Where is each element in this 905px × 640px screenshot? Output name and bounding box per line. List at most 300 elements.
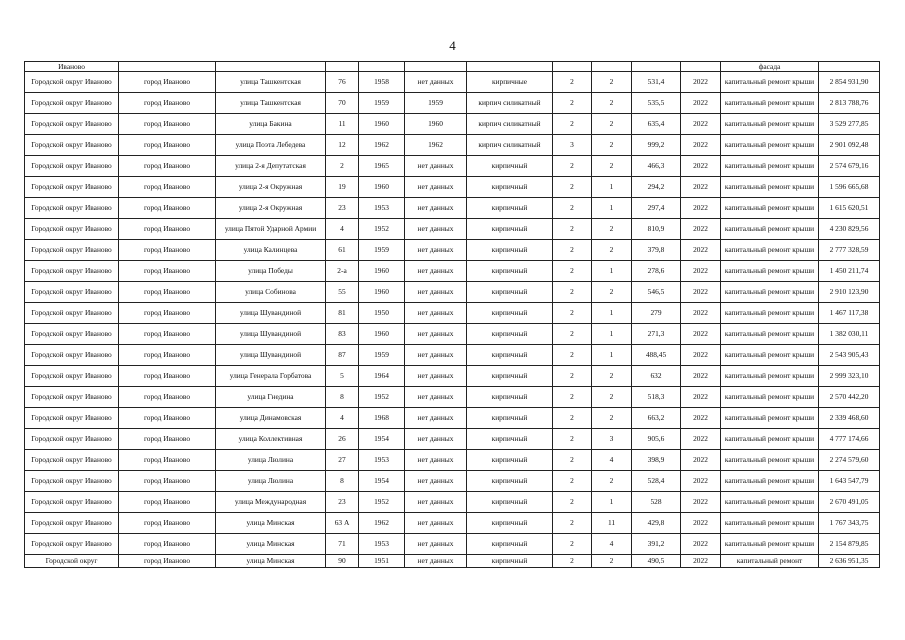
wall-material-cell: кирпич силикатный — [467, 114, 553, 135]
table-row — [25, 303, 880, 324]
build-year-cell: 1951 — [359, 555, 405, 568]
year-cell: 2022 — [681, 303, 721, 324]
entrances-cell: 4 — [592, 450, 632, 471]
year-cell: 2022 — [681, 534, 721, 555]
cost-cell: 1 596 665,68 — [819, 177, 880, 198]
street-cell: улица 2-я Окружная — [216, 177, 326, 198]
table-row — [25, 93, 880, 114]
cost-cell: 3 529 277,85 — [819, 114, 880, 135]
house-number-cell: 2 — [326, 156, 359, 177]
entrances-cell: 11 — [592, 513, 632, 534]
municipality-cell: Городской округ Иваново — [25, 219, 119, 240]
housing-registry-table — [24, 61, 880, 568]
year-cell: 2022 — [681, 135, 721, 156]
year-cell: 2022 — [681, 198, 721, 219]
privatization-year-cell: нет данных — [405, 156, 467, 177]
wall-material-cell: кирпичный — [467, 156, 553, 177]
street-cell: улица Победы — [216, 261, 326, 282]
house-number-cell: 76 — [326, 72, 359, 93]
settlement-cell: город Иваново — [119, 261, 216, 282]
settlement-cell: город Иваново — [119, 324, 216, 345]
cost-cell: 1 467 117,38 — [819, 303, 880, 324]
table-row — [25, 114, 880, 135]
floors-cell: 2 — [553, 492, 592, 513]
work-type-cell: капитальный ремонт крыши — [721, 282, 819, 303]
build-year-cell: 1953 — [359, 534, 405, 555]
work-type-cell: фасада — [721, 62, 819, 72]
entrances-cell: 2 — [592, 387, 632, 408]
build-year-cell: 1954 — [359, 429, 405, 450]
settlement-cell: город Иваново — [119, 303, 216, 324]
wall-material-cell: кирпичный — [467, 471, 553, 492]
build-year-cell: 1960 — [359, 261, 405, 282]
municipality-cell: Городской округ Иваново — [25, 408, 119, 429]
table-row — [25, 240, 880, 261]
entrances-cell: 2 — [592, 72, 632, 93]
cost-cell: 2 274 579,60 — [819, 450, 880, 471]
table-row — [25, 471, 880, 492]
municipality-cell: Городской округ Иваново — [25, 513, 119, 534]
privatization-year-cell: нет данных — [405, 429, 467, 450]
area-cell: 391,2 — [632, 534, 681, 555]
empty-cell — [216, 62, 326, 72]
year-cell: 2022 — [681, 240, 721, 261]
year-cell: 2022 — [681, 93, 721, 114]
house-number-cell: 26 — [326, 429, 359, 450]
street-cell: улица Динамовская — [216, 408, 326, 429]
area-cell: 271,3 — [632, 324, 681, 345]
municipality-cell: Городской округ Иваново — [25, 387, 119, 408]
empty-cell — [405, 62, 467, 72]
area-cell: 635,4 — [632, 114, 681, 135]
street-cell: улица 2-я Окружная — [216, 198, 326, 219]
municipality-cell: Городской округ Иваново — [25, 471, 119, 492]
wall-material-cell: кирпичный — [467, 303, 553, 324]
work-type-cell: капитальный ремонт крыши — [721, 135, 819, 156]
entrances-cell: 2 — [592, 408, 632, 429]
table-row — [25, 555, 880, 568]
house-number-cell: 4 — [326, 219, 359, 240]
cost-cell: 4 777 174,66 — [819, 429, 880, 450]
wall-material-cell: кирпичные — [467, 72, 553, 93]
house-number-cell: 23 — [326, 492, 359, 513]
area-cell: 488,45 — [632, 345, 681, 366]
street-cell: улица Шувандиной — [216, 345, 326, 366]
cost-cell: 2 910 123,90 — [819, 282, 880, 303]
settlement-cell: город Иваново — [119, 282, 216, 303]
year-cell: 2022 — [681, 366, 721, 387]
street-cell: улица Международная — [216, 492, 326, 513]
build-year-cell: 1962 — [359, 513, 405, 534]
wall-material-cell: кирпичный — [467, 555, 553, 568]
work-type-cell: капитальный ремонт крыши — [721, 408, 819, 429]
floors-cell: 2 — [553, 219, 592, 240]
cost-cell: 1 450 211,74 — [819, 261, 880, 282]
year-cell: 2022 — [681, 450, 721, 471]
entrances-cell: 1 — [592, 261, 632, 282]
floors-cell: 2 — [553, 534, 592, 555]
settlement-cell: город Иваново — [119, 408, 216, 429]
build-year-cell: 1950 — [359, 303, 405, 324]
entrances-cell: 2 — [592, 471, 632, 492]
municipality-cell: Городской округ Иваново — [25, 429, 119, 450]
wall-material-cell: кирпичный — [467, 408, 553, 429]
table-row — [25, 324, 880, 345]
work-type-cell: капитальный ремонт крыши — [721, 345, 819, 366]
table-row — [25, 513, 880, 534]
municipality-cell: Городской округ Иваново — [25, 366, 119, 387]
area-cell: 810,9 — [632, 219, 681, 240]
table-row — [25, 534, 880, 555]
cost-cell: 1 615 620,51 — [819, 198, 880, 219]
settlement-cell: город Иваново — [119, 198, 216, 219]
build-year-cell: 1952 — [359, 492, 405, 513]
floors-cell: 2 — [553, 408, 592, 429]
empty-cell — [553, 62, 592, 72]
municipality-cell: Городской округ Иваново — [25, 93, 119, 114]
build-year-cell: 1965 — [359, 156, 405, 177]
house-number-cell: 19 — [326, 177, 359, 198]
area-cell: 490,5 — [632, 555, 681, 568]
wall-material-cell: кирпичный — [467, 492, 553, 513]
cost-cell: 2 574 679,16 — [819, 156, 880, 177]
area-cell: 466,3 — [632, 156, 681, 177]
wall-material-cell: кирпичный — [467, 513, 553, 534]
privatization-year-cell: нет данных — [405, 282, 467, 303]
wall-material-cell: кирпичный — [467, 282, 553, 303]
settlement-cell: город Иваново — [119, 429, 216, 450]
year-cell: 2022 — [681, 387, 721, 408]
table-row — [25, 72, 880, 93]
floors-cell: 2 — [553, 366, 592, 387]
empty-cell — [819, 62, 880, 72]
street-cell: улица Люлина — [216, 471, 326, 492]
settlement-cell: город Иваново — [119, 513, 216, 534]
area-cell: 632 — [632, 366, 681, 387]
year-cell: 2022 — [681, 492, 721, 513]
cost-cell: 2 670 491,05 — [819, 492, 880, 513]
house-number-cell: 90 — [326, 555, 359, 568]
area-cell: 294,2 — [632, 177, 681, 198]
street-cell: улица Гнедина — [216, 387, 326, 408]
build-year-cell: 1953 — [359, 450, 405, 471]
empty-cell — [467, 62, 553, 72]
wall-material-cell: кирпич силикатный — [467, 93, 553, 114]
settlement-cell: город Иваново — [119, 387, 216, 408]
house-number-cell: 5 — [326, 366, 359, 387]
municipality-cell: Городской округ Иваново — [25, 324, 119, 345]
municipality-cell: Городской округ Иваново — [25, 114, 119, 135]
settlement-cell: город Иваново — [119, 366, 216, 387]
area-cell: 518,3 — [632, 387, 681, 408]
street-cell: улица Ташкентская — [216, 93, 326, 114]
house-number-cell: 71 — [326, 534, 359, 555]
street-cell: улица Калинцева — [216, 240, 326, 261]
floors-cell: 2 — [553, 450, 592, 471]
empty-cell — [632, 62, 681, 72]
build-year-cell: 1959 — [359, 345, 405, 366]
floors-cell: 2 — [553, 429, 592, 450]
settlement-cell: город Иваново — [119, 471, 216, 492]
house-number-cell: 2-а — [326, 261, 359, 282]
entrances-cell: 1 — [592, 177, 632, 198]
wall-material-cell: кирпичный — [467, 324, 553, 345]
empty-cell — [119, 62, 216, 72]
area-cell: 528,4 — [632, 471, 681, 492]
year-cell: 2022 — [681, 177, 721, 198]
table-row — [25, 408, 880, 429]
year-cell: 2022 — [681, 114, 721, 135]
settlement-cell: город Иваново — [119, 450, 216, 471]
house-number-cell: 83 — [326, 324, 359, 345]
area-cell: 297,4 — [632, 198, 681, 219]
entrances-cell: 2 — [592, 114, 632, 135]
wall-material-cell: кирпич силикатный — [467, 135, 553, 156]
wall-material-cell: кирпичный — [467, 387, 553, 408]
privatization-year-cell: нет данных — [405, 198, 467, 219]
settlement-cell: город Иваново — [119, 114, 216, 135]
work-type-cell: капитальный ремонт крыши — [721, 72, 819, 93]
build-year-cell: 1952 — [359, 387, 405, 408]
cost-cell: 2 543 905,43 — [819, 345, 880, 366]
work-type-cell: капитальный ремонт крыши — [721, 303, 819, 324]
cost-cell: 1 643 547,79 — [819, 471, 880, 492]
street-cell: улица Шувандиной — [216, 324, 326, 345]
cost-cell: 2 777 328,59 — [819, 240, 880, 261]
municipality-cell: Городской округ — [25, 555, 119, 568]
work-type-cell: капитальный ремонт крыши — [721, 471, 819, 492]
street-cell: улица Минская — [216, 513, 326, 534]
work-type-cell: капитальный ремонт крыши — [721, 177, 819, 198]
empty-cell — [359, 62, 405, 72]
house-number-cell: 27 — [326, 450, 359, 471]
house-number-cell: 8 — [326, 471, 359, 492]
entrances-cell: 2 — [592, 282, 632, 303]
year-cell: 2022 — [681, 513, 721, 534]
floors-cell: 2 — [553, 177, 592, 198]
cost-cell: 2 570 442,20 — [819, 387, 880, 408]
floors-cell: 2 — [553, 555, 592, 568]
cost-cell: 4 230 829,56 — [819, 219, 880, 240]
street-cell: улица Коллективная — [216, 429, 326, 450]
empty-cell — [681, 62, 721, 72]
municipality-cell: Городской округ Иваново — [25, 303, 119, 324]
wall-material-cell: кирпичный — [467, 450, 553, 471]
table-row — [25, 261, 880, 282]
work-type-cell: капитальный ремонт крыши — [721, 261, 819, 282]
privatization-year-cell: нет данных — [405, 534, 467, 555]
wall-material-cell: кирпичный — [467, 240, 553, 261]
work-type-cell: капитальный ремонт крыши — [721, 387, 819, 408]
entrances-cell: 1 — [592, 324, 632, 345]
build-year-cell: 1952 — [359, 219, 405, 240]
floors-cell: 2 — [553, 387, 592, 408]
entrances-cell: 2 — [592, 555, 632, 568]
floors-cell: 2 — [553, 345, 592, 366]
settlement-cell: город Иваново — [119, 240, 216, 261]
house-number-cell: 11 — [326, 114, 359, 135]
street-cell: улица Поэта Лебедева — [216, 135, 326, 156]
year-cell: 2022 — [681, 324, 721, 345]
entrances-cell: 1 — [592, 345, 632, 366]
house-number-cell: 63 А — [326, 513, 359, 534]
work-type-cell: капитальный ремонт крыши — [721, 93, 819, 114]
entrances-cell: 4 — [592, 534, 632, 555]
entrances-cell: 3 — [592, 429, 632, 450]
privatization-year-cell: нет данных — [405, 555, 467, 568]
floors-cell: 2 — [553, 471, 592, 492]
municipality-cell: Городской округ Иваново — [25, 450, 119, 471]
settlement-cell: город Иваново — [119, 219, 216, 240]
build-year-cell: 1968 — [359, 408, 405, 429]
municipality-cell: Городской округ Иваново — [25, 198, 119, 219]
floors-cell: 2 — [553, 93, 592, 114]
build-year-cell: 1960 — [359, 282, 405, 303]
work-type-cell: капитальный ремонт крыши — [721, 534, 819, 555]
house-number-cell: 12 — [326, 135, 359, 156]
privatization-year-cell: нет данных — [405, 72, 467, 93]
entrances-cell: 2 — [592, 93, 632, 114]
area-cell: 546,5 — [632, 282, 681, 303]
cost-cell: 2 636 951,35 — [819, 555, 880, 568]
house-number-cell: 61 — [326, 240, 359, 261]
cost-cell: 1 767 343,75 — [819, 513, 880, 534]
area-cell: 429,8 — [632, 513, 681, 534]
house-number-cell: 55 — [326, 282, 359, 303]
settlement-cell: город Иваново — [119, 555, 216, 568]
street-cell: улица Собинова — [216, 282, 326, 303]
cost-cell: 2 901 092,48 — [819, 135, 880, 156]
year-cell: 2022 — [681, 156, 721, 177]
floors-cell: 2 — [553, 513, 592, 534]
privatization-year-cell: нет данных — [405, 219, 467, 240]
entrances-cell: 1 — [592, 198, 632, 219]
continued-row — [25, 62, 880, 72]
privatization-year-cell: нет данных — [405, 492, 467, 513]
work-type-cell: капитальный ремонт крыши — [721, 240, 819, 261]
floors-cell: 2 — [553, 198, 592, 219]
privatization-year-cell: 1960 — [405, 114, 467, 135]
area-cell: 278,6 — [632, 261, 681, 282]
table-row — [25, 366, 880, 387]
floors-cell: 2 — [553, 324, 592, 345]
build-year-cell: 1954 — [359, 471, 405, 492]
area-cell: 663,2 — [632, 408, 681, 429]
work-type-cell: капитальный ремонт крыши — [721, 219, 819, 240]
privatization-year-cell: нет данных — [405, 513, 467, 534]
street-cell: улица Бакина — [216, 114, 326, 135]
wall-material-cell: кирпичный — [467, 261, 553, 282]
area-cell: 398,9 — [632, 450, 681, 471]
settlement-cell: город Иваново — [119, 93, 216, 114]
floors-cell: 2 — [553, 240, 592, 261]
privatization-year-cell: нет данных — [405, 450, 467, 471]
wall-material-cell: кирпичный — [467, 345, 553, 366]
settlement-cell: город Иваново — [119, 534, 216, 555]
municipality-cell: Городской округ Иваново — [25, 492, 119, 513]
wall-material-cell: кирпичный — [467, 534, 553, 555]
year-cell: 2022 — [681, 429, 721, 450]
build-year-cell: 1958 — [359, 72, 405, 93]
cost-cell: 2 999 323,10 — [819, 366, 880, 387]
entrances-cell: 1 — [592, 303, 632, 324]
privatization-year-cell: нет данных — [405, 471, 467, 492]
floors-cell: 2 — [553, 114, 592, 135]
build-year-cell: 1960 — [359, 177, 405, 198]
build-year-cell: 1959 — [359, 240, 405, 261]
build-year-cell: 1962 — [359, 135, 405, 156]
house-number-cell: 81 — [326, 303, 359, 324]
street-cell: улица Люлина — [216, 450, 326, 471]
municipality-cell: Городской округ Иваново — [25, 72, 119, 93]
entrances-cell: 2 — [592, 156, 632, 177]
wall-material-cell: кирпичный — [467, 219, 553, 240]
work-type-cell: капитальный ремонт — [721, 555, 819, 568]
table-row — [25, 345, 880, 366]
table-row — [25, 177, 880, 198]
settlement-cell: город Иваново — [119, 492, 216, 513]
year-cell: 2022 — [681, 261, 721, 282]
house-number-cell: 87 — [326, 345, 359, 366]
work-type-cell: капитальный ремонт крыши — [721, 114, 819, 135]
work-type-cell: капитальный ремонт крыши — [721, 450, 819, 471]
entrances-cell: 2 — [592, 219, 632, 240]
year-cell: 2022 — [681, 282, 721, 303]
wall-material-cell: кирпичный — [467, 177, 553, 198]
municipality-cell: Городской округ Иваново — [25, 345, 119, 366]
house-number-cell: 70 — [326, 93, 359, 114]
wall-material-cell: кирпичный — [467, 198, 553, 219]
cost-cell: 2 854 931,90 — [819, 72, 880, 93]
floors-cell: 2 — [553, 303, 592, 324]
privatization-year-cell: нет данных — [405, 240, 467, 261]
municipality-cell: Городской округ Иваново — [25, 261, 119, 282]
entrances-cell: 2 — [592, 366, 632, 387]
year-cell: 2022 — [681, 471, 721, 492]
entrances-cell: 2 — [592, 240, 632, 261]
municipality-cell: Городской округ Иваново — [25, 177, 119, 198]
table-row — [25, 492, 880, 513]
street-cell: улица Ташкентская — [216, 72, 326, 93]
privatization-year-cell: нет данных — [405, 408, 467, 429]
entrances-cell: 1 — [592, 492, 632, 513]
area-cell: 531,4 — [632, 72, 681, 93]
floors-cell: 2 — [553, 261, 592, 282]
street-cell: улица Минская — [216, 534, 326, 555]
build-year-cell: 1953 — [359, 198, 405, 219]
settlement-cell: город Иваново — [119, 135, 216, 156]
privatization-year-cell: нет данных — [405, 261, 467, 282]
settlement-cell: город Иваново — [119, 177, 216, 198]
floors-cell: 2 — [553, 72, 592, 93]
settlement-cell: город Иваново — [119, 72, 216, 93]
empty-cell — [326, 62, 359, 72]
municipality-cell: Городской округ Иваново — [25, 534, 119, 555]
privatization-year-cell: нет данных — [405, 366, 467, 387]
year-cell: 2022 — [681, 72, 721, 93]
work-type-cell: капитальный ремонт крыши — [721, 492, 819, 513]
area-cell: 528 — [632, 492, 681, 513]
table-row — [25, 450, 880, 471]
wall-material-cell: кирпичный — [467, 366, 553, 387]
table-row — [25, 282, 880, 303]
work-type-cell: капитальный ремонт крыши — [721, 366, 819, 387]
table-row — [25, 387, 880, 408]
street-cell: улица 2-я Депутатская — [216, 156, 326, 177]
build-year-cell: 1959 — [359, 93, 405, 114]
privatization-year-cell: нет данных — [405, 324, 467, 345]
work-type-cell: капитальный ремонт крыши — [721, 156, 819, 177]
